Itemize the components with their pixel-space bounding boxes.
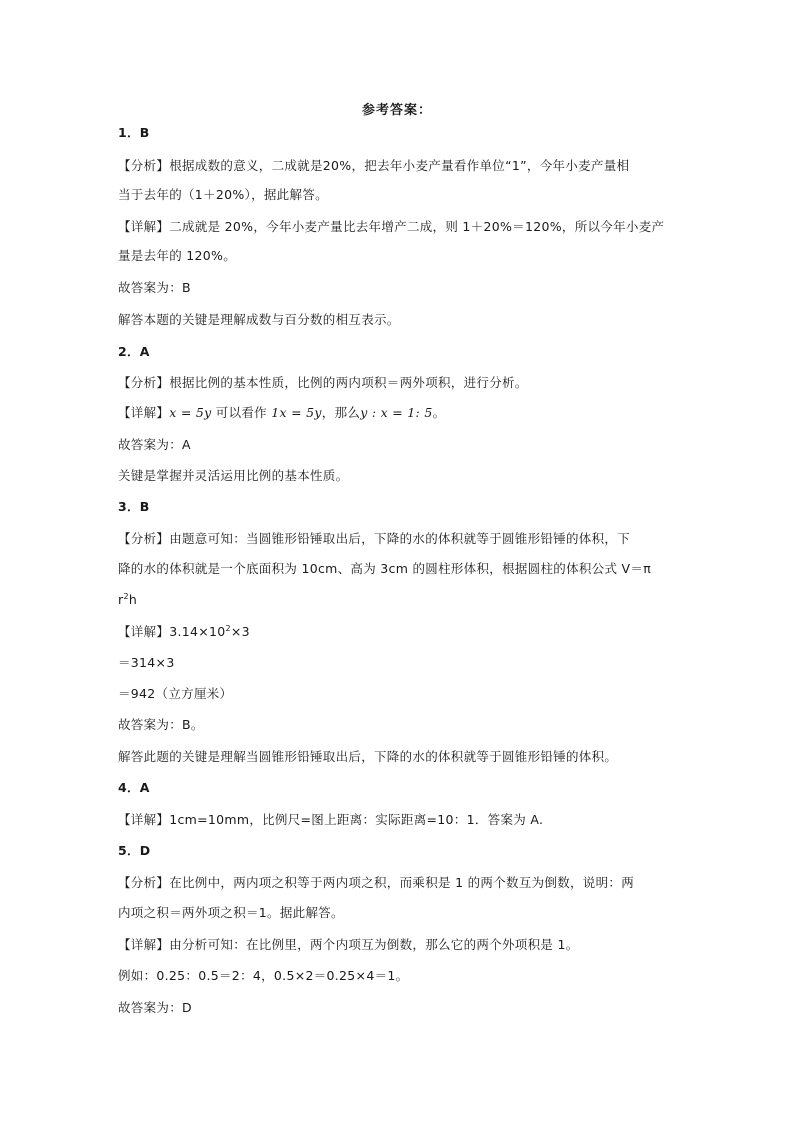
q2-equation-2: 1x = 5y bbox=[271, 405, 322, 420]
q4-detail: 【详解】1cm=10mm，比例尺=图上距离：实际距离=10：1．答案为 A. bbox=[118, 812, 544, 827]
q5-number: 5．D bbox=[118, 843, 151, 858]
q1-analysis-line-2: 当于去年的（1＋20%），据此解答。 bbox=[118, 187, 328, 202]
q2-number: 2．A bbox=[118, 344, 150, 359]
q4-number: 4．A bbox=[118, 780, 150, 795]
q3-detail bbox=[118, 624, 678, 640]
q1-answer: 故答案为：B bbox=[118, 280, 191, 295]
q3-number: 3．B bbox=[118, 499, 150, 514]
q3-analysis-line-1: 【分析】由题意可知：当圆锥形铅锤取出后，下降的水的体积就等于圆锥形铅锤的体积，下 bbox=[118, 531, 631, 546]
q3-step-1: ＝314×3 bbox=[118, 655, 175, 670]
q1-number: 1．B bbox=[118, 125, 150, 140]
q3-detail-base: 【详解】3.14×10 bbox=[118, 624, 226, 639]
q1-detail-line-2: 量是去年的 120%。 bbox=[118, 248, 237, 263]
q2-detail-mid-1: 可以看作 bbox=[211, 405, 272, 420]
q5-answer: 故答案为：D bbox=[118, 1000, 192, 1015]
q3-analysis-line-3 bbox=[118, 592, 678, 608]
q2-equation-3: y : x = 1: 5 bbox=[360, 405, 433, 420]
q3-step-2: ＝942（立方厘米） bbox=[118, 686, 233, 701]
q3-formula-r: r bbox=[118, 592, 124, 607]
q2-detail-prefix: 【详解】 bbox=[118, 405, 170, 420]
q2-detail-end: 。 bbox=[432, 405, 446, 420]
q1-analysis-line-1: 【分析】根据成数的意义，二成就是20%，把去年小麦产量看作单位“1”，今年小麦产量相 bbox=[118, 158, 630, 173]
q5-analysis-line-2: 内项之积＝两外项之积＝1。据此解答。 bbox=[118, 905, 344, 920]
q1-note: 解答本题的关键是理解成数与百分数的相互表示。 bbox=[118, 312, 400, 327]
q2-analysis: 【分析】根据比例的基本性质，比例的两内项积＝两外项积，进行分析。 bbox=[118, 375, 528, 390]
q2-detail-mid-2: ，那么 bbox=[321, 405, 361, 420]
q3-analysis-line-2: 降的水的体积就是一个底面积为 10cm、高为 3cm 的圆柱形体积，根据圆柱的体积公式 V＝π bbox=[118, 561, 652, 576]
q5-analysis-line-1: 【分析】在比例中，两内项之积等于两内项之积，而乘积是 1 的两个数互为倒数，说明：两 bbox=[118, 875, 635, 890]
q2-note: 关键是掌握并灵活运用比例的基本性质。 bbox=[118, 468, 349, 483]
q3-detail-tail: ×3 bbox=[230, 624, 250, 639]
q3-note: 解答此题的关键是理解当圆锥形铅锤取出后，下降的水的体积就等于圆锥形铅锤的体积。 bbox=[118, 749, 618, 764]
q3-formula-exponent: 2 bbox=[123, 591, 129, 601]
q2-detail bbox=[118, 405, 678, 421]
q5-detail: 【详解】由分析可知：在比例里，两个内项互为倒数，那么它的两个外项积是 1。 bbox=[118, 937, 579, 952]
q3-formula-h: h bbox=[128, 592, 138, 607]
q1-detail-line-1: 【详解】二成就是 20%，今年小麦产量比去年增产二成，则 1＋20%＝120%，所以今年小麦产 bbox=[118, 219, 665, 234]
q2-equation-1: x = 5y bbox=[169, 405, 212, 420]
page-title: 参考答案： bbox=[361, 103, 432, 118]
q5-example: 例如：0.25：0.5＝2：4，0.5×2＝0.25×4＝1。 bbox=[118, 968, 409, 983]
q3-answer: 故答案为：B。 bbox=[118, 717, 204, 732]
q3-detail-exponent: 2 bbox=[225, 623, 231, 633]
q2-answer: 故答案为：A bbox=[118, 437, 191, 452]
